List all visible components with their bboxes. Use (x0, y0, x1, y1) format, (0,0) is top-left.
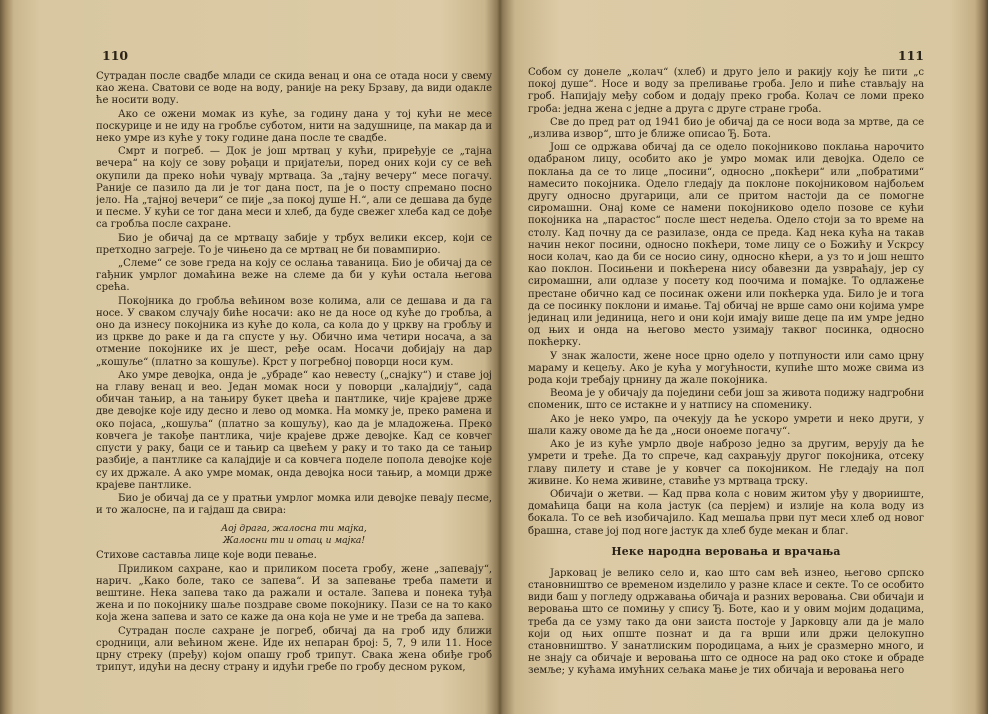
paragraph: Покојника до гробља већином возе колима, али се дешава и да га носе. У сваком случају биће носачи: ако не да носе од куће до гробља, а оно да изнесу покојника из куће до кола, са кола до у цркву на гробљу и из цркве до раке и да га спусте у њу. Обично има четири носача, а за отмение покојнике их је шест, ређе осам. Носачи добијају на дар „кошуље“ (платно за кошуље). Крст у погребној поворци носи кум. (96, 295, 492, 368)
left-page (96, 0, 492, 714)
paragraph: Обичаји о жетви. — Кад прва кола с новим житом уђу у дворииште, домаћица баци на кола јастук (са перјем) и излије на кола воду из бокала. То се већ изобичајило. Кад мешаља први пут меси хлеб од новог брашна, ставе јој под ноге јастук да хлеб буде мекан и благ. (528, 488, 924, 537)
paragraph: Ако умре девојка, онда је „убраде“ као невесту („снајку“) и ставе јој на главу венац и вео. Један момак носи у поворци „калајдију“, сада обичан тањир, а на тањиру букет цвећа и пантлике, чије крајеве држе две девојке које иду десно и лево од момка. На момку је, преко рамена и око појаса, „кошуља“ (платно за кошуљу), као да је младожења. Преко ковчега је такође пантлика, чије крајеве држе девојке. Кад се ковчег спусти у раку, баци се и тањир са цвећем у раку и то тако да се тањир разбије, а пантлике са калајдије и са ковчега поделе попола девојке које су их држале. А ако умре момак, онда девојка носи тањир, а момци држе крајеве пантлике. (96, 369, 492, 491)
paragraph: Собом су донеле „колач“ (хлеб) и друго јело и ракију коју ће пити „с покој душе“. Носе и воду за преливање гроба. Јело и пиће стављају на гроб. Напијају међу собом и додају преко гроба. Колач се ломи преко гроба: једна жена с једне а друга с друге стране гроба. (528, 67, 924, 115)
paragraph: Јарковац је велико село и, као што сам већ изнео, његово српско становништво се временом изделило у разне класе и секте. То се особито види баш у погледу одржавања обичаја и разних веровања. Сви обичаји и веровања што се помињу у спису Ђ. Боте, као и у овим мојим додацима, треба да се узму тако да они заиста постоје у Јарковцу али да је мало који од њих опште познат и да га врши или држи целокупно становништво. У занатлиским породицама, а њих је сразмерно много, и не знају са обичаје и веровања што се односе на рад око стоке и обраде земље; у кућама имућних сељака мање је тих обичаја и веровања него (528, 567, 924, 677)
paragraph: Још се одржава обичај да се одело покојниково поклања нарочито одабраном лицу, особито ако је умро момак или девојка. Одело се поклања да се то лице „посини“, односно „покћери“ или „побратими“ намесито покојника. Одело гледају да поклоне покојниковом најбољем другу односно другарици, али се притом настоји да се помогне сиромашни. Онај коме се намени покојниково одело позове се кући покојника на „парастос“ после шест недеља. Одело стоји за то време на столу. Кад почну да се разилазе, онда се преда. Кад нека кућа на такав начин неког посини, односно покћери, томе лицу се о Божићу и Ускрсу носи колач, као да би се носио сину, односно кћери, а уз то и још нешто као поклон. Посињени и покћерена нису обавезни да узвраћају, јер су сиромашни, али одлазе у посету код поочима и помајке. То одлажење престане обично кад се посинак ожени или покћерка уда. Било је и тога да се посинку поклони и имање. Тај обичај не врше само они којима умре јединац или јединица, него и они који имају више деце па им умре једно од њих и онда на његово место узимају таквог посинка, односно покћерку. (528, 142, 924, 349)
paragraph: „Слеме“ се зове греда на коју се ослања таваница. Био је обичај да се гађник умрлог домаћина веже на слеме да би у кући остала његова срећа. (96, 258, 492, 294)
paragraph: Био је обичај да се у пратњи умрлог момка или девојке певају песме, и то жалосне, па и гајдаш да свира: (96, 492, 492, 517)
paragraph: Сутрадан после свадбе млади се скида венац и она се отада носи у свему као жена. Сватови се воде на воду, раније на реку Брзаву, да види одакле ће носити воду. (96, 71, 492, 107)
page-number-left: 110 (102, 48, 129, 63)
paragraph: Ако је из куће умрло двоје наброзо једно за другим, верују да ће умрети и треће. Да то спрече, кад сахрањују другог покојника, отсеку главу пилету и ставе је у ковчег са покојником. Не гледају на пол живине. Ко нема живине, ставиће уз мртваца трску. (528, 439, 924, 487)
paragraph: Сутрадан после сахране је погреб, обичај да на гроб иду ближи сродници, али већином жене. Иде их непаран број: 5, 7, 9 или 11. Носе црну стреку (пређу) којом опашу гроб трипут. Свака жена обиђе гроб трипут, идући на десну страну и идући гребе по гробу десном руком, (96, 625, 492, 674)
section-heading: Неке народна веровања и врачања (611, 544, 841, 558)
paragraph: Све до пред рат од 1941 био је обичај да се носи вода за мртве, да се „излива извор“, што је ближе описао Ђ. Бота. (528, 116, 924, 141)
paragraph: Приликом сахране, као и приликом посета гробу, жене „запевају“, нарич. „Како боле, тако се запева“. И за запевање треба памети и вештине. Нека запева тако да рaжали и остале. Запева и понека туђа жена и по покојнику шаље поздраве своме покојнику. Пази се на то како која жена запева и зато се каже да она која не уме и не треба да запева. (96, 563, 492, 624)
verse-block (96, 523, 492, 546)
paragraph: Био је обичај да се мртвацу забије у трбух велики ексер, који се претходно загреје. То је чињено да се мртвац не би повампирио. (96, 232, 492, 256)
verse-line: Жалосни ти и отац и мајка! (222, 534, 366, 546)
paragraph: Ако је неко умро, па очекују да ће ускоро умрети и неко други, у шали кажу овоме да ће да „носи оноеме погачу“. (528, 413, 924, 437)
paragraph: Стихове саставља лице које води певање. (96, 550, 317, 562)
right-page (528, 0, 924, 714)
paragraph: У знак жалости, жене носе црно одело у потпуности или само црну мараму и кецељу. Ако је кућа у могућности, купиће што може свима из рода који требају црнину да жале покојника. (528, 350, 924, 387)
paragraph: Ако се ожени момак из куће, за годину дана у тој кући не месе поскурице и не иду на гробље суботом, нити на задушнице, па макар да и неко умре из куће у току године дана после те свадбе. (96, 108, 492, 145)
paragraph: Смрт и погреб. — Док је још мртвац у кући, приређује се „тајна вечера“ на коју се зову рођаци и пријатељи, поред оних који су се већ окупили да преко ноћи чувају мртваца. За „тајну вечеру“ месе погачу. Раније се пазило да ли је тог дана пост, па је о посту спремано посно јело. На „тајној вечери“ се пије „за покој душе Н.“, али се дешава да буде и песме. У кући се тог дана меси и хлеб, да буде свежег хлеба кад се дође са гробља после сахране. (96, 146, 492, 231)
page-number-right: 111 (897, 48, 924, 63)
verse-line: Аој драга, жалосна ти мајка, (221, 523, 367, 535)
paragraph: Веома је у обичају да поједини себи још за живота подижу надгробни споменик, што се истакне и у натпису на споменику. (528, 388, 924, 412)
